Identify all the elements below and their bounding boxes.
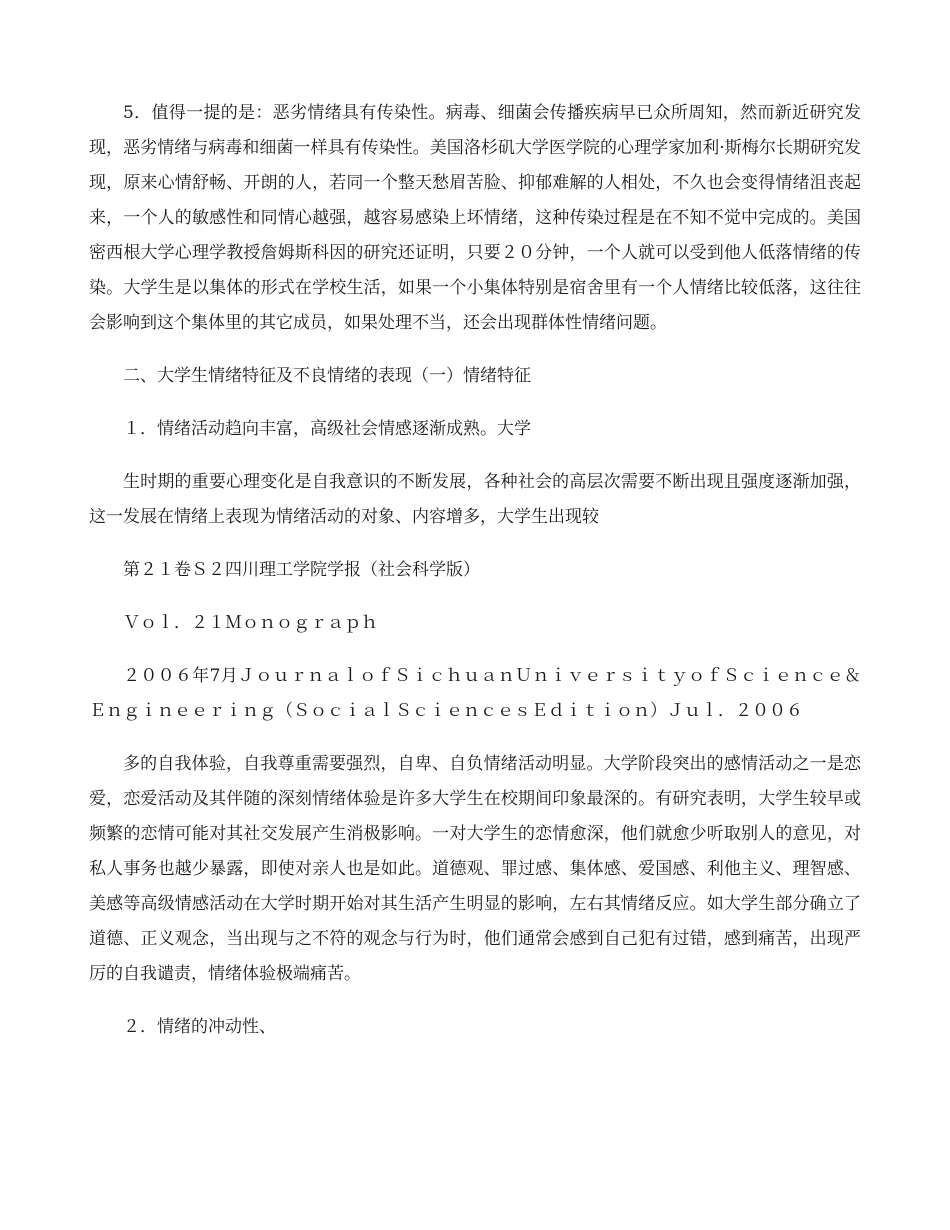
paragraph-emotion-contagion: 5．值得一提的是：恶劣情绪具有传染性。病毒、细菌会传播疾病早已众所周知，然而新近研究发现，恶劣情绪与病毒和细菌一样具有传染性。美国洛杉矶大学医学院的心理学家加利·斯梅尔长期研究发现，原来心情舒畅、开朗的人，若同一个整天愁眉苦脸、抑郁难解的人相处，不久也会变得情绪沮丧起来，一个人的敏感性和同情心越强，越容易感染上坏情绪，这种传染过程是在不知不觉中完成的。美国密西根大学心理学教授詹姆斯科因的研究还证明，只要２０分钟，一个人就可以受到他人低落情绪的传染。大学生是以集体的形式在学校生活，如果一个小集体特别是宿舍里有一个人情绪比较低落，这往往会影响到这个集体里的其它成员，如果处理不当，还会出现群体性情绪问题。 (89, 103, 861, 333)
section-heading-emotion-features: 二、大学生情绪特征及不良情绪的表现（一）情绪特征 (123, 366, 531, 386)
journal-volume-line: 第２１卷Ｓ２四川理工学院学报（社会科学版） (123, 560, 480, 580)
document-page (89, 96, 861, 1063)
journal-monograph-line: Ｖｏｌ．２１Ｍｏｎｏｇｒａｐｈ (123, 613, 378, 633)
paragraph-self-experience: 多的自我体验，自我尊重需要强烈，自卑、自负情绪活动明显。大学阶段突出的感情活动之一是恋爱，恋爱活动及其伴随的深刻情绪体验是许多大学生在校期间印象最深的。有研究表明，大学生较早或频繁的恋情可能对其社交发展产生消极影响。一对大学生的恋情愈深，他们就愈少听取别人的意见，对私人事务也越少暴露，即使对亲人也是如此。道德观、罪过感、集体感、爱国感、利他主义、理智感、美感等高级情感活动在大学时期开始对其生活产生明显的影响，左右其情绪反应。如大学生部分确立了道德、正义观念，当出现与之不符的观念与行为时，他们通常会感到自己犯有过错，感到痛苦，出现严厉的自我谴责，情绪体验极端痛苦。 (89, 754, 861, 984)
paragraph-point-one-continued: 生时期的重要心理变化是自我意识的不断发展，各种社会的高层次需要不断出现且强度逐渐加强，这一发展在情绪上表现为情绪活动的对象、内容增多，大学生出现较 (89, 472, 861, 527)
journal-date-line: ２００６年7月ＪｏｕｒｎａｌｏｆＳｉｃｈｕａｎＵｎｉｖｅｒｓｉｔｙｏｆＳｃｉｅｎｃｅ＆Ｅｎｇｉｎｅｅｒｉｎｇ（ＳｏｃｉａｌＳｃｉｅｎｃｅｓＥｄｉｔｉｏｎ）Ｊｕｌ．２００６ (89, 666, 861, 721)
paragraph-point-one-start: １．情绪活动趋向丰富，高级社会情感逐渐成熟。大学 (123, 419, 531, 439)
paragraph-point-two: ２．情绪的冲动性、 (123, 1017, 276, 1037)
